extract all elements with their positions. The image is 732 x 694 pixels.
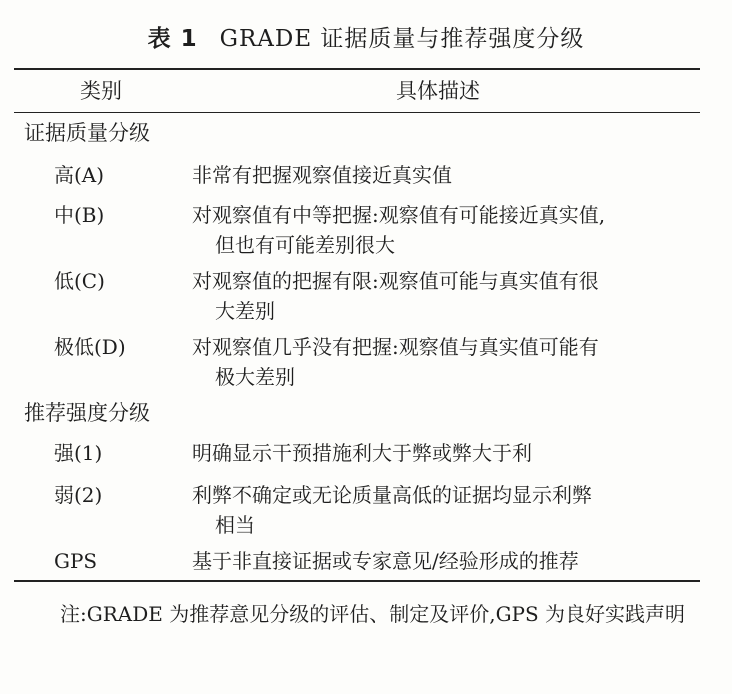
description-line: 非常有把握观察值接近真实值 — [192, 163, 452, 187]
row-category-high: 高(A) — [54, 163, 105, 187]
row-category-strong: 强(1) — [54, 441, 103, 465]
table-footnote: 注:GRADE 为推荐意见分级的评估、制定及评价,GPS 为良好实践声明 — [60, 602, 686, 626]
description-line-2: 相当 — [215, 513, 255, 537]
row-category-low: 低(C) — [54, 269, 105, 293]
row-description-low — [192, 266, 692, 326]
table-number: 表 1 — [147, 26, 198, 52]
row-description-weak — [192, 480, 692, 540]
table-title — [0, 22, 732, 56]
table-title-text: GRADE 证据质量与推荐强度分级 — [219, 26, 585, 52]
section-label-evidence-quality: 证据质量分级 — [24, 121, 150, 145]
row-category-weak: 弱(2) — [54, 483, 103, 507]
table-top-rule — [14, 68, 700, 70]
description-line: 对观察值的把握有限:观察值可能与真实值有很 — [192, 269, 599, 293]
table-bottom-rule — [14, 580, 700, 582]
row-description-strong — [192, 438, 692, 468]
row-description-very-low — [192, 332, 692, 392]
description-line: 明确显示干预措施利大于弊或弊大于利 — [192, 441, 532, 465]
table-header-rule — [14, 112, 700, 113]
row-description-high — [192, 160, 692, 190]
column-header-category: 类别 — [80, 79, 122, 103]
row-category-moderate: 中(B) — [54, 203, 105, 227]
column-header-description: 具体描述 — [396, 79, 480, 103]
description-line: 利弊不确定或无论质量高低的证据均显示利弊 — [192, 483, 592, 507]
row-category-gps: GPS — [54, 549, 98, 573]
row-description-gps — [192, 546, 692, 576]
description-line: 对观察值几乎没有把握:观察值与真实值可能有 — [192, 335, 599, 359]
description-line-2: 大差别 — [215, 299, 275, 323]
description-line-2: 但也有可能差别很大 — [215, 233, 395, 257]
row-description-moderate — [192, 200, 692, 260]
description-line: 基于非直接证据或专家意见/经验形成的推荐 — [192, 549, 579, 573]
row-category-very-low: 极低(D) — [54, 335, 126, 359]
section-label-recommendation-strength: 推荐强度分级 — [24, 401, 150, 425]
description-line-2: 极大差别 — [215, 365, 295, 389]
description-line: 对观察值有中等把握:观察值有可能接近真实值, — [192, 203, 606, 227]
